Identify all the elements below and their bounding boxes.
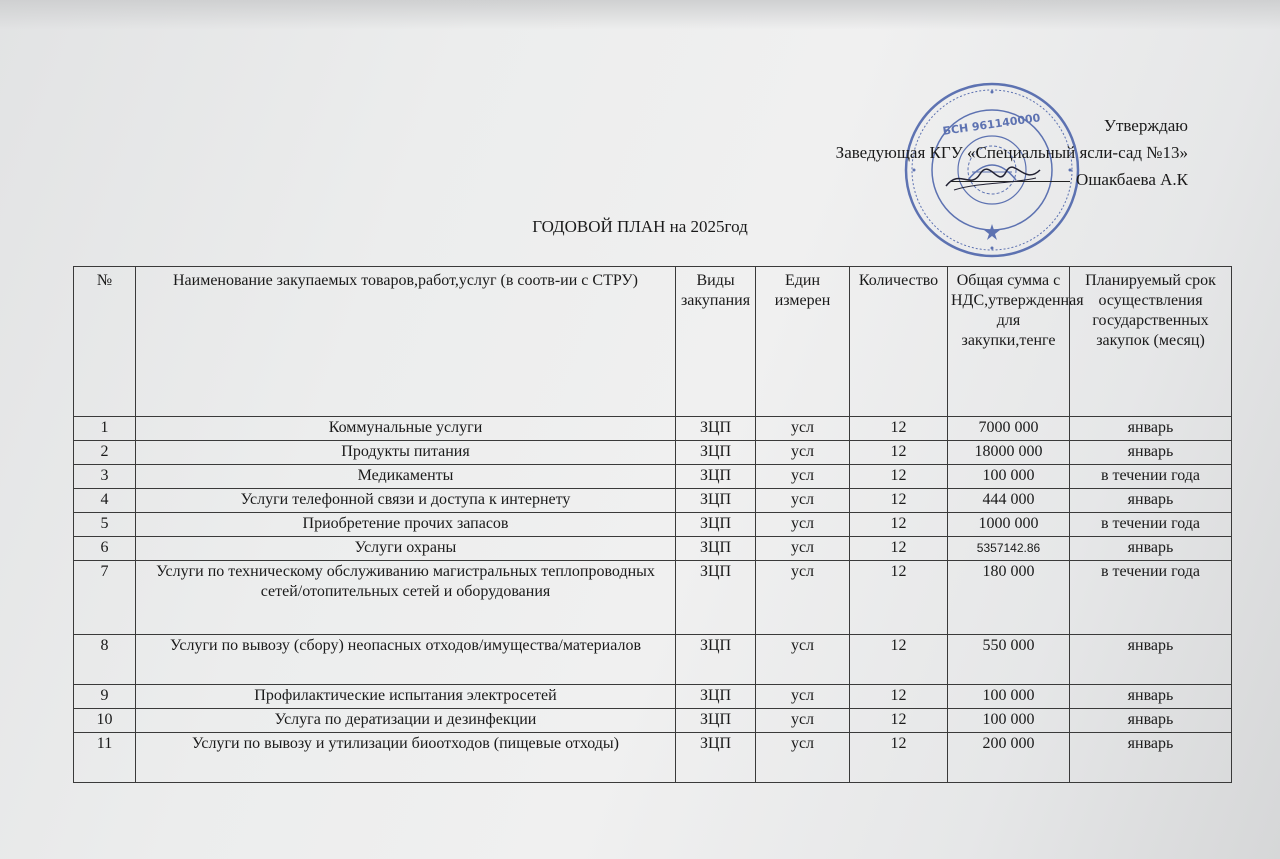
planned-term: январь	[1070, 537, 1232, 561]
table-row	[74, 441, 1232, 465]
header-quantity: Количество	[850, 267, 948, 417]
row-number: 1	[74, 417, 136, 441]
unit: усл	[756, 685, 850, 709]
item-name: Услуги телефонной связи и доступа к интернету	[136, 489, 676, 513]
item-name: Профилактические испытания электросетей	[136, 685, 676, 709]
quantity: 12	[850, 537, 948, 561]
procurement-type: ЗЦП	[676, 489, 756, 513]
approver-name: Ошакбаева А.К	[1076, 170, 1188, 189]
item-name: Услуги по техническому обслуживанию магистральных теплопроводных сетей/отопительных сетей и оборудования	[136, 561, 676, 635]
table-header-row	[74, 267, 1232, 417]
quantity: 12	[850, 465, 948, 489]
planned-term: январь	[1070, 685, 1232, 709]
header-item-name: Наименование закупаемых товаров,работ,услуг (в соотв-ии с СТРУ)	[136, 267, 676, 417]
document-title: ГОДОВОЙ ПЛАН на 2025год	[532, 217, 748, 236]
procurement-plan-table	[73, 266, 1232, 783]
planned-term: в течении года	[1070, 465, 1232, 489]
header-planned-term: Планируемый срок осуществления государственных закупок (месяц)	[1070, 267, 1232, 417]
row-number: 10	[74, 709, 136, 733]
unit: усл	[756, 635, 850, 685]
procurement-type: ЗЦП	[676, 513, 756, 537]
procurement-type: ЗЦП	[676, 733, 756, 783]
header-number: №	[74, 267, 136, 417]
total-sum: 18000 000	[948, 441, 1070, 465]
planned-term: январь	[1070, 733, 1232, 783]
item-name: Услуги охраны	[136, 537, 676, 561]
paper-edge-shadow	[0, 0, 1280, 30]
row-number: 3	[74, 465, 136, 489]
quantity: 12	[850, 489, 948, 513]
total-sum: 200 000	[948, 733, 1070, 783]
unit: усл	[756, 733, 850, 783]
item-name: Услуги по вывозу (сбору) неопасных отходов/имущества/материалов	[136, 635, 676, 685]
total-sum: 180 000	[948, 561, 1070, 635]
table-row	[74, 561, 1232, 635]
planned-term: январь	[1070, 709, 1232, 733]
approval-line-2: Заведующая КГУ «Специальный ясли-сад №13»	[835, 143, 1188, 162]
item-name: Приобретение прочих запасов	[136, 513, 676, 537]
row-number: 7	[74, 561, 136, 635]
row-number: 2	[74, 441, 136, 465]
procurement-type: ЗЦП	[676, 561, 756, 635]
quantity: 12	[850, 709, 948, 733]
table-row	[74, 537, 1232, 561]
total-sum: 100 000	[948, 709, 1070, 733]
procurement-type: ЗЦП	[676, 685, 756, 709]
unit: усл	[756, 561, 850, 635]
unit: усл	[756, 465, 850, 489]
stamp-bin-text: БСН 961140000	[941, 111, 1042, 138]
header-unit: Един измерен	[756, 267, 850, 417]
quantity: 12	[850, 561, 948, 635]
planned-term: в течении года	[1070, 561, 1232, 635]
total-sum: 100 000	[948, 685, 1070, 709]
item-name: Продукты питания	[136, 441, 676, 465]
table-row	[74, 709, 1232, 733]
table-row	[74, 465, 1232, 489]
item-name: Медикаменты	[136, 465, 676, 489]
item-name: Услуги по вывозу и утилизации биоотходов (пищевые отходы)	[136, 733, 676, 783]
header-procurement-type: Виды закупания	[676, 267, 756, 417]
planned-term: январь	[1070, 441, 1232, 465]
quantity: 12	[850, 513, 948, 537]
unit: усл	[756, 441, 850, 465]
table-row	[74, 733, 1232, 783]
procurement-type: ЗЦП	[676, 537, 756, 561]
planned-term: январь	[1070, 417, 1232, 441]
quantity: 12	[850, 733, 948, 783]
total-sum: 1000 000	[948, 513, 1070, 537]
unit: усл	[756, 513, 850, 537]
planned-term: в течении года	[1070, 513, 1232, 537]
unit: усл	[756, 489, 850, 513]
procurement-type: ЗЦП	[676, 635, 756, 685]
quantity: 12	[850, 441, 948, 465]
table-row	[74, 513, 1232, 537]
unit: усл	[756, 709, 850, 733]
quantity: 12	[850, 685, 948, 709]
total-sum: 100 000	[948, 465, 1070, 489]
item-name: Коммунальные услуги	[136, 417, 676, 441]
table-row	[74, 489, 1232, 513]
header-total-sum: Общая сумма с НДС,утвержденная для закупки,тенге	[948, 267, 1070, 417]
table-row	[74, 417, 1232, 441]
total-sum: 550 000	[948, 635, 1070, 685]
procurement-type: ЗЦП	[676, 709, 756, 733]
unit: усл	[756, 537, 850, 561]
planned-term: январь	[1070, 489, 1232, 513]
quantity: 12	[850, 417, 948, 441]
row-number: 11	[74, 733, 136, 783]
item-name: Услуга по дератизации и дезинфекции	[136, 709, 676, 733]
row-number: 4	[74, 489, 136, 513]
procurement-type: ЗЦП	[676, 465, 756, 489]
row-number: 9	[74, 685, 136, 709]
quantity: 12	[850, 635, 948, 685]
row-number: 5	[74, 513, 136, 537]
signature-icon	[940, 160, 1050, 196]
unit: усл	[756, 417, 850, 441]
procurement-type: ЗЦП	[676, 417, 756, 441]
total-sum: 7000 000	[948, 417, 1070, 441]
table-row	[74, 685, 1232, 709]
planned-term: январь	[1070, 635, 1232, 685]
approval-line-1: Утверждаю	[1103, 116, 1188, 135]
procurement-type: ЗЦП	[676, 441, 756, 465]
total-sum: 444 000	[948, 489, 1070, 513]
row-number: 6	[74, 537, 136, 561]
total-sum: 5357142.86	[948, 537, 1070, 561]
table-row	[74, 635, 1232, 685]
row-number: 8	[74, 635, 136, 685]
